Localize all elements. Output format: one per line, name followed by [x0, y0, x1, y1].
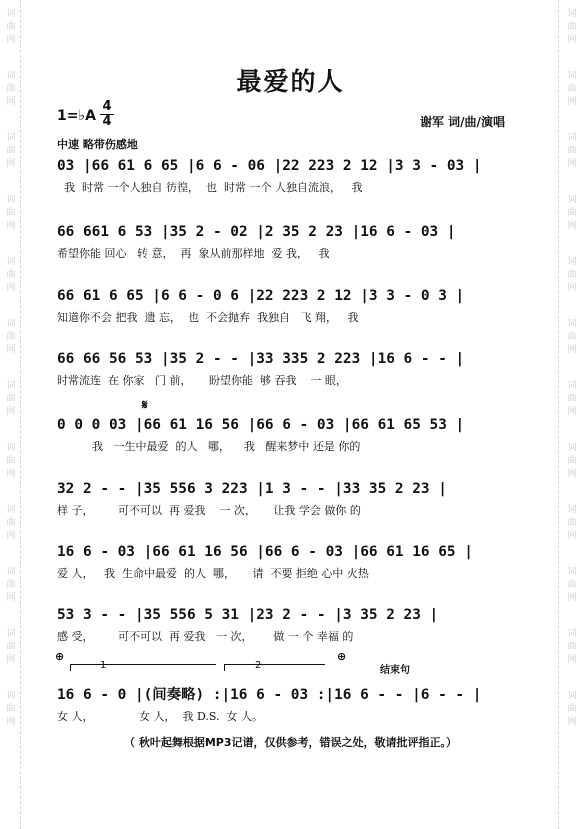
watermark-text: 词 曲 网: [6, 567, 16, 603]
watermark-text: 词 曲 网: [6, 443, 16, 479]
watermark-right: [563, 0, 581, 829]
notes-line: 53 3 - - |35 556 5 31 |23 2 - - |3 35 2 23 |: [57, 607, 439, 623]
watermark-text: 词 曲 网: [567, 691, 577, 727]
notes-line: 16 6 - 0 |(间奏略) :|16 6 - 03 :|16 6 - - |6 - - |: [57, 687, 482, 703]
segno-sign: 𝄋: [142, 398, 148, 413]
ending-phrase-label: 结束句: [380, 665, 410, 676]
notes-line: 16 6 - 03 |66 61 16 56 |66 6 - 03 |66 61 16 65 |: [57, 544, 473, 560]
watermark-left: [2, 0, 20, 829]
watermark-text: 词 曲 网: [567, 133, 577, 169]
watermark-text: 词 曲 网: [6, 257, 16, 293]
watermark-text: 词 曲 网: [567, 567, 577, 603]
watermark-text: 词 曲 网: [567, 629, 577, 665]
meter-top: 4: [102, 99, 112, 114]
credits: 谢军 词/曲/演唱: [420, 115, 505, 129]
watermark-text: 词 曲 网: [6, 71, 16, 107]
watermark-text: 词 曲 网: [567, 9, 577, 45]
watermark-text: 词 曲 网: [567, 319, 577, 355]
notes-line: 66 661 6 53 |35 2 - 02 |2 35 2 23 |16 6 - 03 |: [57, 224, 456, 240]
lyrics-line: 我 时常 一个人独自 彷徨， 也 时常 一个 人独自流浪， 我: [57, 181, 363, 194]
watermark-text: 词 曲 网: [6, 691, 16, 727]
watermark-text: 词 曲 网: [567, 71, 577, 107]
coda-sign-left: ⊕: [55, 650, 65, 663]
tempo-marking: 中速 略带伤感地: [57, 138, 138, 151]
watermark-text: 词 曲 网: [6, 319, 16, 355]
notes-line: 32 2 - - |35 556 3 223 |1 3 - - |33 35 2 23 |: [57, 481, 447, 497]
second-ending-number: 2: [255, 660, 262, 671]
second-ending-bracket: [224, 664, 325, 671]
time-signature: [100, 100, 114, 129]
watermark-text: 词 曲 网: [6, 505, 16, 541]
lyrics-line: 时常流连 在 你家 门 前， 盼望你能 够 吞我 一 眼，: [57, 374, 347, 387]
lyrics-line: 知道你不会 把我 遗 忘， 也 不会抛弃 我独自 飞 翔， 我: [57, 311, 359, 324]
lyrics-line: 我 一生中最爱 的人 哪， 我 醒来梦中 还是 你的: [57, 440, 361, 453]
song-title: 最爱的人: [236, 67, 345, 96]
lyrics-line: 样 子， 可不可以 再 爱我 一 次， 让我 学会 做你 的: [57, 504, 361, 517]
coda-sign-right: ⊕: [337, 650, 347, 663]
first-ending-number: 1: [100, 660, 107, 671]
footnote: （ 秋叶起舞根据MP3记谱，仅供参考，错误之处，敬请批评指正。）: [124, 736, 457, 749]
watermark-text: 词 曲 网: [6, 629, 16, 665]
lyrics-line: 女 人， 女 人， 我 D.S. 女 人。: [57, 710, 263, 723]
watermark-text: 词 曲 网: [567, 505, 577, 541]
lyrics-line: 希望你能 回心 转 意， 再 象从前那样地 爱 我， 我: [57, 247, 330, 260]
key-signature: 1=♭A: [57, 108, 96, 124]
watermark-text: 词 曲 网: [567, 381, 577, 417]
watermark-text: 词 曲 网: [6, 133, 16, 169]
notes-line: 0 0 0 03 |66 61 16 56 |66 6 - 03 |66 61 65 53 |: [57, 417, 465, 433]
lyrics-line: 爱 人， 我 生命中最爱 的人 哪， 请 不要 拒绝 心中 火热: [57, 567, 369, 580]
watermark-text: 词 曲 网: [567, 257, 577, 293]
watermark-text: 词 曲 网: [567, 195, 577, 231]
watermark-text: 词 曲 网: [6, 9, 16, 45]
watermark-text: 词 曲 网: [6, 381, 16, 417]
notes-line: 66 66 56 53 |35 2 - - |33 335 2 223 |16 6 - - |: [57, 351, 465, 367]
meter-bottom: 4: [102, 114, 112, 129]
notes-line: 03 |66 61 6 65 |6 6 - 06 |22 223 2 12 |3 3 - 03 |: [57, 158, 482, 174]
lyrics-line: 感 受， 可不可以 再 爱我 一 次， 做 一 个 幸福 的: [57, 630, 354, 643]
watermark-text: 词 曲 网: [567, 443, 577, 479]
watermark-text: 词 曲 网: [6, 195, 16, 231]
first-ending-bracket: [70, 664, 216, 671]
notes-line: 66 61 6 65 |6 6 - 0 6 |22 223 2 12 |3 3 - 0 3 |: [57, 288, 465, 304]
